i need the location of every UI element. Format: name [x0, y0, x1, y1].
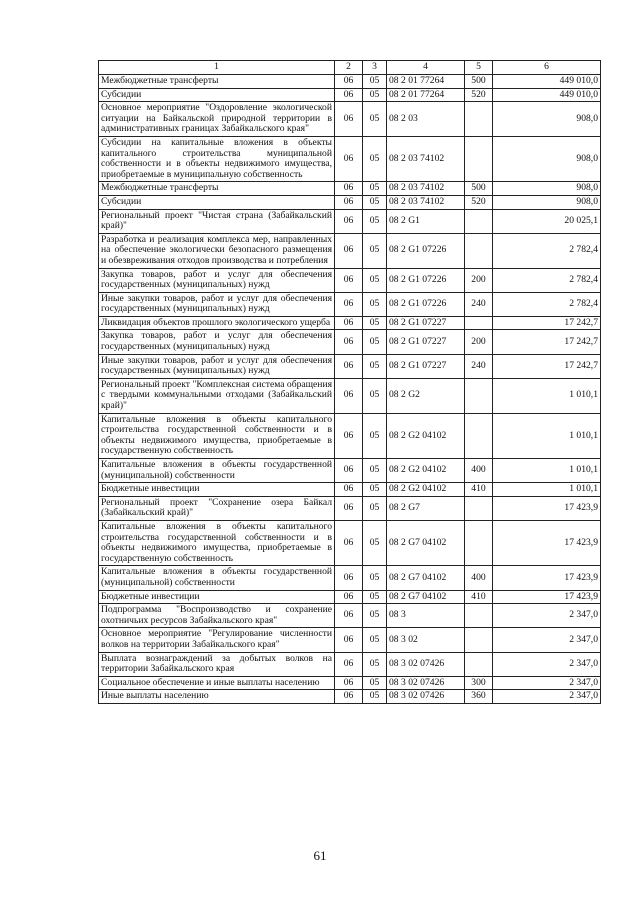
- row-expense-type-cell: [465, 102, 493, 137]
- row-name-cell: Субсидии: [99, 195, 335, 209]
- table-row: [99, 604, 601, 628]
- row-expense-type-cell: [465, 378, 493, 413]
- row-target-code-cell: 08 2 01 77264: [387, 88, 465, 102]
- row-subsection-cell: 05: [363, 520, 387, 565]
- table-row: [99, 330, 601, 354]
- row-name-cell: Ликвидация объектов прошлого экологического ущерба: [99, 316, 335, 330]
- row-name-cell: Субсидии: [99, 88, 335, 102]
- row-amount-cell: 1 010,1: [493, 378, 601, 413]
- row-section-cell: 06: [335, 520, 363, 565]
- table-body: [99, 75, 601, 704]
- table-row: [99, 268, 601, 292]
- row-subsection-cell: 05: [363, 413, 387, 458]
- row-target-code-cell: 08 2 G2 04102: [387, 483, 465, 497]
- row-section-cell: 06: [335, 182, 363, 196]
- row-target-code-cell: 08 2 G1 07226: [387, 268, 465, 292]
- table-row: [99, 88, 601, 102]
- row-subsection-cell: 05: [363, 268, 387, 292]
- row-name-cell: Закупка товаров, работ и услуг для обеспечения государственных (муниципальных) нужд: [99, 268, 335, 292]
- row-name-cell: Бюджетные инвестиции: [99, 483, 335, 497]
- table-row: [99, 195, 601, 209]
- row-target-code-cell: 08 2 03 74102: [387, 182, 465, 196]
- row-amount-cell: 449 010,0: [493, 88, 601, 102]
- table-row: [99, 292, 601, 316]
- row-expense-type-cell: [465, 413, 493, 458]
- row-expense-type-cell: [465, 652, 493, 676]
- row-amount-cell: 908,0: [493, 136, 601, 181]
- row-subsection-cell: 05: [363, 330, 387, 354]
- row-amount-cell: 2 782,4: [493, 268, 601, 292]
- row-target-code-cell: 08 2 G1 07227: [387, 316, 465, 330]
- row-target-code-cell: 08 2 G7 04102: [387, 590, 465, 604]
- row-target-code-cell: 08 3 02 07426: [387, 690, 465, 704]
- table-row: [99, 182, 601, 196]
- row-target-code-cell: 08 2 G7: [387, 496, 465, 520]
- table-row: [99, 590, 601, 604]
- row-subsection-cell: 05: [363, 354, 387, 378]
- row-name-cell: Капитальные вложения в объекты государственной (муниципальной) собственности: [99, 459, 335, 483]
- row-name-cell: Бюджетные инвестиции: [99, 590, 335, 604]
- row-name-cell: Капитальные вложения в объекты капитального строительства государственной собственности и в объекты недвижимого имущества, приобретаемые в государственную собственность: [99, 413, 335, 458]
- col-header-subsection: 3: [363, 61, 387, 75]
- row-name-cell: Основное мероприятие "Оздоровление экологической ситуации на Байкальской природной территории в административных границах Забайкальского края": [99, 102, 335, 137]
- row-amount-cell: 17 423,9: [493, 566, 601, 590]
- row-name-cell: Капитальные вложения в объекты государственной (муниципальной) собственности: [99, 566, 335, 590]
- row-expense-type-cell: 500: [465, 75, 493, 89]
- row-amount-cell: 908,0: [493, 182, 601, 196]
- table-row: [99, 378, 601, 413]
- row-section-cell: 06: [335, 676, 363, 690]
- row-target-code-cell: 08 2 G2 04102: [387, 413, 465, 458]
- row-amount-cell: 908,0: [493, 102, 601, 137]
- row-subsection-cell: 05: [363, 566, 387, 590]
- row-section-cell: 06: [335, 483, 363, 497]
- row-section-cell: 06: [335, 354, 363, 378]
- row-section-cell: 06: [335, 209, 363, 233]
- row-target-code-cell: 08 2 G2 04102: [387, 459, 465, 483]
- col-header-target-code: 4: [387, 61, 465, 75]
- row-target-code-cell: 08 2 G1 07227: [387, 330, 465, 354]
- row-subsection-cell: 05: [363, 209, 387, 233]
- row-target-code-cell: 08 2 G1 07226: [387, 233, 465, 268]
- row-amount-cell: 2 782,4: [493, 233, 601, 268]
- row-subsection-cell: 05: [363, 292, 387, 316]
- row-expense-type-cell: 360: [465, 690, 493, 704]
- col-header-amount: 6: [493, 61, 601, 75]
- row-expense-type-cell: 500: [465, 182, 493, 196]
- row-subsection-cell: 05: [363, 690, 387, 704]
- table-row: [99, 209, 601, 233]
- row-name-cell: Межбюджетные трансферты: [99, 75, 335, 89]
- row-amount-cell: 1 010,1: [493, 413, 601, 458]
- row-subsection-cell: 05: [363, 136, 387, 181]
- row-expense-type-cell: 520: [465, 195, 493, 209]
- row-expense-type-cell: [465, 520, 493, 565]
- row-amount-cell: 2 347,0: [493, 604, 601, 628]
- row-section-cell: 06: [335, 88, 363, 102]
- row-amount-cell: 2 347,0: [493, 676, 601, 690]
- table-row: [99, 316, 601, 330]
- row-target-code-cell: 08 3 02: [387, 628, 465, 652]
- row-name-cell: Основное мероприятие "Регулирование численности волков на территории Забайкальского края": [99, 628, 335, 652]
- row-amount-cell: 2 347,0: [493, 628, 601, 652]
- row-amount-cell: 17 423,9: [493, 496, 601, 520]
- table-row: [99, 413, 601, 458]
- row-section-cell: 06: [335, 590, 363, 604]
- row-expense-type-cell: 410: [465, 483, 493, 497]
- row-target-code-cell: 08 3 02 07426: [387, 676, 465, 690]
- row-name-cell: Субсидии на капитальные вложения в объекты капитального строительства муниципальной собственности и в объекты недвижимого имущества, приобретаемые в муниципальную собственность: [99, 136, 335, 181]
- row-name-cell: Закупка товаров, работ и услуг для обеспечения государственных (муниципальных) нужд: [99, 330, 335, 354]
- row-name-cell: Выплата вознаграждений за добытых волков на территории Забайкальского края: [99, 652, 335, 676]
- row-section-cell: 06: [335, 102, 363, 137]
- row-expense-type-cell: 240: [465, 354, 493, 378]
- row-target-code-cell: 08 2 G7 04102: [387, 520, 465, 565]
- col-header-name: 1: [99, 61, 335, 75]
- table-row: [99, 136, 601, 181]
- row-target-code-cell: 08 2 G2: [387, 378, 465, 413]
- row-amount-cell: 2 782,4: [493, 292, 601, 316]
- table-row: [99, 102, 601, 137]
- row-subsection-cell: 05: [363, 233, 387, 268]
- page-number: 61: [313, 848, 327, 863]
- row-expense-type-cell: 520: [465, 88, 493, 102]
- row-target-code-cell: 08 2 G7 04102: [387, 566, 465, 590]
- table-row: [99, 566, 601, 590]
- table-row: [99, 690, 601, 704]
- row-expense-type-cell: [465, 496, 493, 520]
- row-section-cell: 06: [335, 604, 363, 628]
- row-target-code-cell: 08 2 01 77264: [387, 75, 465, 89]
- row-subsection-cell: 05: [363, 88, 387, 102]
- row-target-code-cell: 08 3: [387, 604, 465, 628]
- row-amount-cell: 908,0: [493, 195, 601, 209]
- row-section-cell: 06: [335, 628, 363, 652]
- row-section-cell: 06: [335, 566, 363, 590]
- col-header-expense-type: 5: [465, 61, 493, 75]
- row-subsection-cell: 05: [363, 182, 387, 196]
- row-amount-cell: 17 242,7: [493, 354, 601, 378]
- row-name-cell: Региональный проект "Сохранение озера Байкал (Забайкальский край)": [99, 496, 335, 520]
- col-header-section: 2: [335, 61, 363, 75]
- row-target-code-cell: 08 2 03 74102: [387, 195, 465, 209]
- row-section-cell: 06: [335, 413, 363, 458]
- row-subsection-cell: 05: [363, 75, 387, 89]
- row-subsection-cell: 05: [363, 316, 387, 330]
- row-target-code-cell: 08 2 G1 07226: [387, 292, 465, 316]
- row-name-cell: Иные выплаты населению: [99, 690, 335, 704]
- row-section-cell: 06: [335, 316, 363, 330]
- row-target-code-cell: 08 2 G1: [387, 209, 465, 233]
- row-section-cell: 06: [335, 268, 363, 292]
- table-row: [99, 628, 601, 652]
- row-name-cell: Иные закупки товаров, работ и услуг для обеспечения государственных (муниципальных) нужд: [99, 354, 335, 378]
- table-row: [99, 520, 601, 565]
- budget-table: [98, 60, 601, 704]
- row-expense-type-cell: [465, 628, 493, 652]
- row-amount-cell: 1 010,1: [493, 459, 601, 483]
- table-row: [99, 483, 601, 497]
- row-subsection-cell: 05: [363, 590, 387, 604]
- row-expense-type-cell: 400: [465, 566, 493, 590]
- row-expense-type-cell: 240: [465, 292, 493, 316]
- row-amount-cell: 449 010,0: [493, 75, 601, 89]
- row-expense-type-cell: [465, 209, 493, 233]
- row-subsection-cell: 05: [363, 628, 387, 652]
- table-row: [99, 75, 601, 89]
- row-section-cell: 06: [335, 652, 363, 676]
- row-subsection-cell: 05: [363, 459, 387, 483]
- row-amount-cell: 17 242,7: [493, 330, 601, 354]
- row-name-cell: Подпрограмма "Воспроизводство и сохранение охотничьих ресурсов Забайкальского края": [99, 604, 335, 628]
- row-name-cell: Разработка и реализация комплекса мер, направленных на обеспечение экологически безопасного размещения и обезвреживания отходов производства и потребления: [99, 233, 335, 268]
- table-header-row: [99, 61, 601, 75]
- table-row: [99, 676, 601, 690]
- row-amount-cell: 17 423,9: [493, 590, 601, 604]
- row-expense-type-cell: [465, 136, 493, 181]
- table-row: [99, 459, 601, 483]
- row-subsection-cell: 05: [363, 604, 387, 628]
- row-section-cell: 06: [335, 195, 363, 209]
- row-subsection-cell: 05: [363, 676, 387, 690]
- row-expense-type-cell: 400: [465, 459, 493, 483]
- row-expense-type-cell: [465, 604, 493, 628]
- row-name-cell: Региональный проект "Чистая страна (Забайкальский край)": [99, 209, 335, 233]
- row-expense-type-cell: 300: [465, 676, 493, 690]
- row-section-cell: 06: [335, 459, 363, 483]
- row-section-cell: 06: [335, 690, 363, 704]
- row-expense-type-cell: 200: [465, 268, 493, 292]
- row-section-cell: 06: [335, 136, 363, 181]
- row-amount-cell: 20 025,1: [493, 209, 601, 233]
- row-subsection-cell: 05: [363, 195, 387, 209]
- row-section-cell: 06: [335, 292, 363, 316]
- row-subsection-cell: 05: [363, 652, 387, 676]
- row-target-code-cell: 08 2 03 74102: [387, 136, 465, 181]
- row-amount-cell: 17 242,7: [493, 316, 601, 330]
- row-subsection-cell: 05: [363, 496, 387, 520]
- table-row: [99, 233, 601, 268]
- row-name-cell: Капитальные вложения в объекты капитального строительства государственной собственности и в объекты недвижимого имущества, приобретаемые в государственную собственность: [99, 520, 335, 565]
- table-row: [99, 652, 601, 676]
- row-target-code-cell: 08 3 02 07426: [387, 652, 465, 676]
- row-subsection-cell: 05: [363, 102, 387, 137]
- row-target-code-cell: 08 2 03: [387, 102, 465, 137]
- row-expense-type-cell: [465, 316, 493, 330]
- row-target-code-cell: 08 2 G1 07227: [387, 354, 465, 378]
- row-amount-cell: 2 347,0: [493, 690, 601, 704]
- row-name-cell: Социальное обеспечение и иные выплаты населению: [99, 676, 335, 690]
- row-section-cell: 06: [335, 496, 363, 520]
- row-expense-type-cell: [465, 233, 493, 268]
- row-expense-type-cell: 410: [465, 590, 493, 604]
- row-expense-type-cell: 200: [465, 330, 493, 354]
- row-amount-cell: 17 423,9: [493, 520, 601, 565]
- table-row: [99, 496, 601, 520]
- row-amount-cell: 2 347,0: [493, 652, 601, 676]
- row-name-cell: Иные закупки товаров, работ и услуг для обеспечения государственных (муниципальных) нужд: [99, 292, 335, 316]
- row-amount-cell: 1 010,1: [493, 483, 601, 497]
- table-row: [99, 354, 601, 378]
- row-name-cell: Региональный проект "Комплексная система обращения с твердыми коммунальными отходами (Забайкальский край)": [99, 378, 335, 413]
- row-section-cell: 06: [335, 75, 363, 89]
- row-section-cell: 06: [335, 233, 363, 268]
- row-section-cell: 06: [335, 330, 363, 354]
- row-name-cell: Межбюджетные трансферты: [99, 182, 335, 196]
- row-subsection-cell: 05: [363, 483, 387, 497]
- row-section-cell: 06: [335, 378, 363, 413]
- row-subsection-cell: 05: [363, 378, 387, 413]
